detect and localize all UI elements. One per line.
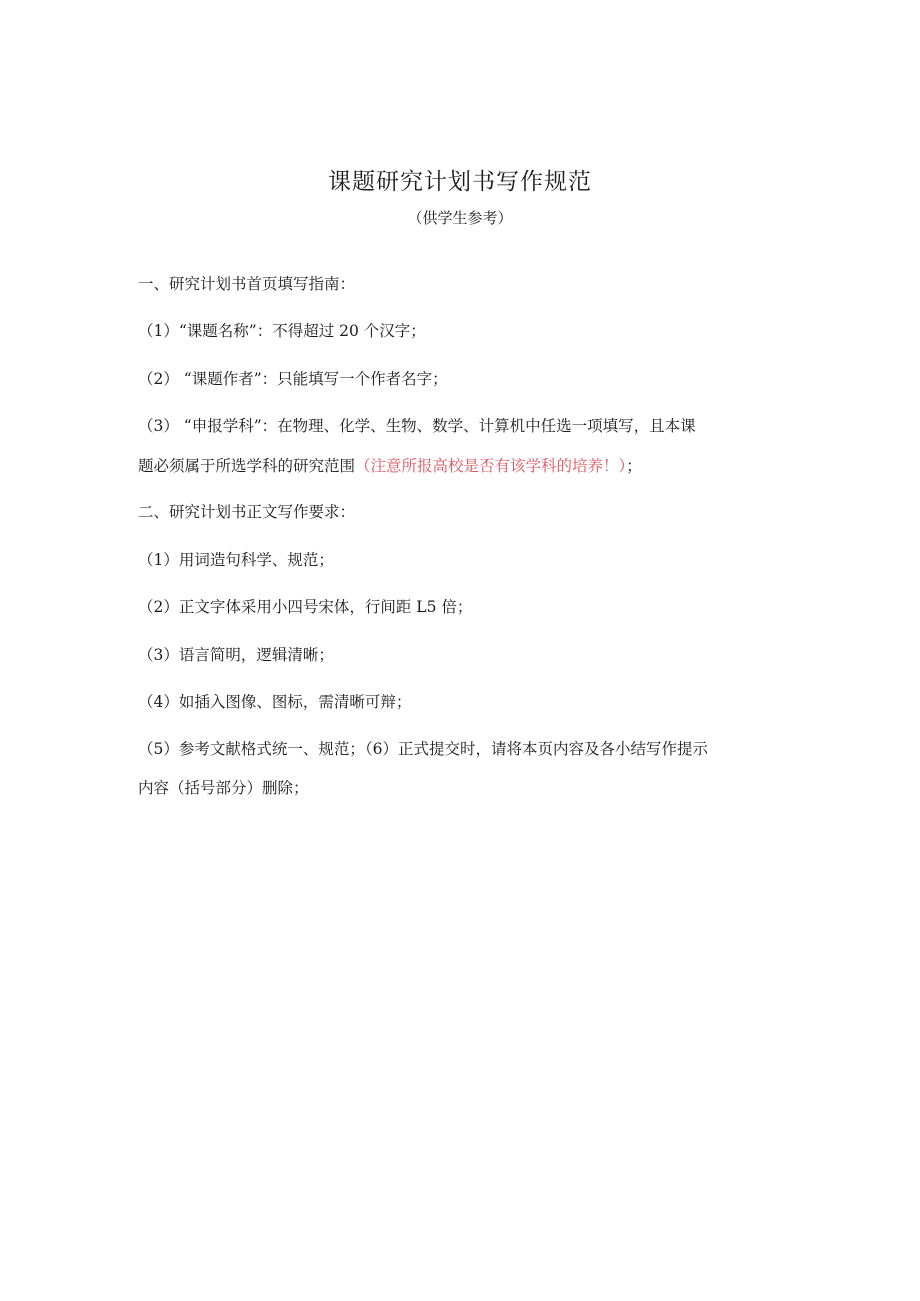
- req-item-5-line-2: 内容（括号部分）删除；: [138, 779, 309, 797]
- req-item-5-line-1: （5）参考文献格式统一、规范；（6）正式提交时，请将本页内容及各小结写作提示: [138, 740, 708, 758]
- req-item-3: （3）语言简明，逻辑清晰；: [138, 646, 334, 664]
- section-heading-1: 一、研究计划书首页填写指南：: [138, 275, 356, 293]
- guide-item-1: （1）“课题名称”：不得超过 20 个汉字；: [138, 322, 426, 340]
- document-title: 课题研究计划书写作规范: [328, 169, 592, 195]
- section-heading-2: 二、研究计划书正文写作要求：: [138, 503, 356, 521]
- document-subtitle: （供学生参考）: [407, 209, 513, 227]
- guide-item-3-line-2: [138, 454, 788, 478]
- guide-item-3-end: ；: [626, 457, 642, 475]
- req-item-4: （4）如插入图像、图标，需清晰可辩；: [138, 693, 412, 711]
- guide-item-3-note: （注意所报高校是否有该学科的培养！）: [355, 457, 627, 475]
- guide-item-2: （2） “课题作者”：只能填写一个作者名字；: [138, 370, 448, 388]
- guide-item-3-text: 题必须属于所选学科的研究范围: [138, 457, 356, 475]
- req-item-2: （2）正文字体采用小四号宋体，行间距 L5 倍；: [138, 598, 473, 616]
- guide-item-3-line-1: （3） “申报学科”：在物理、化学、生物、数学、计算机中任选一项填写，且本课: [138, 417, 696, 435]
- req-item-1: （1）用词造句科学、规范；: [138, 551, 334, 569]
